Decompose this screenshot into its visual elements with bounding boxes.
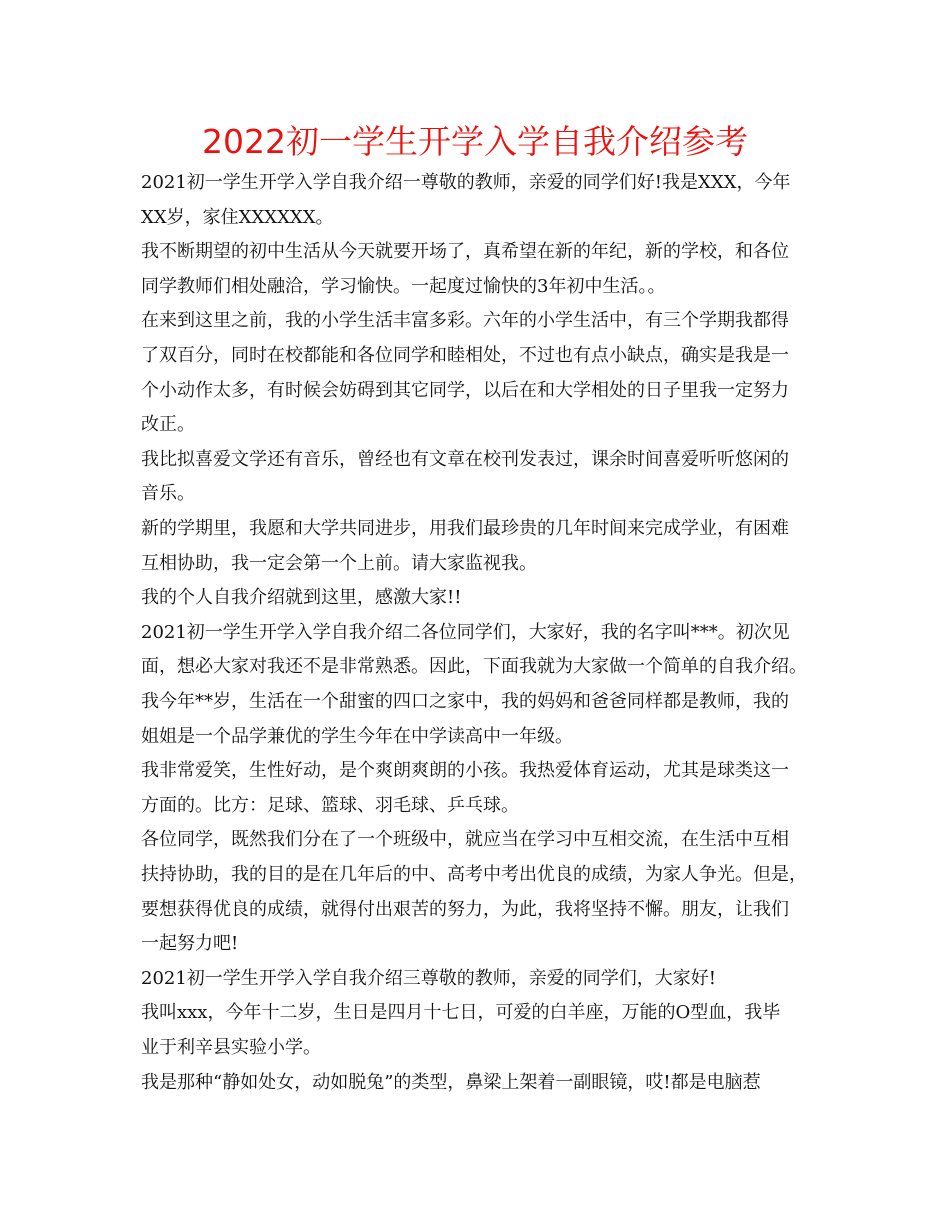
text-line: 音乐。 (141, 483, 195, 505)
text-line: 同学教师们相处融洽，学习愉快。一起度过愉快的3年初中生活。。 (141, 275, 666, 297)
text-line: 扶持协助，我的目的是在几年后的中、高考中考出优良的成绩，为家人争光。但是， (141, 864, 807, 885)
text-line: 改正。 (141, 414, 195, 436)
text-line: 我的个人自我介绍就到这里，感激大家!! (141, 587, 462, 609)
text-line: 要想获得优良的成绩，就得付出艰苦的努力，为此，我将坚持不懈。朋友，让我们 (141, 898, 789, 920)
text-line: 在来到这里之前，我的小学生活丰富多彩。六年的小学生活中，有三个学期我都得 (141, 310, 789, 332)
text-line: 面，想必大家对我还不是非常熟悉。因此，下面我就为大家做一个简单的自我介绍。 (141, 656, 807, 678)
text-line: 我不断期望的初中生活从今天就要开场了，真希望在新的年纪，新的学校，和各位 (141, 241, 789, 263)
text-line: 2021初一学生开学入学自我介绍一尊敬的教师，亲爱的同学们好!我是XXX，今年 (141, 172, 791, 193)
text-line: 一起努力吧! (141, 933, 239, 955)
text-line: 各位同学，既然我们分在了一个班级中，就应当在学习中互相交流，在生活中互相 (141, 829, 789, 851)
text-line: 新的学期里，我愿和大学共同进步，用我们最珍贵的几年时间来完成学业，有困难 (141, 518, 789, 539)
text-line: 互相协助，我一定会第一个上前。请大家监视我。 (141, 552, 537, 574)
document-title: 2022初一学生开学入学自我介绍参考 (202, 122, 748, 161)
text-line: 我比拟喜爱文学还有音乐，曾经也有文章在校刊发表过，课余时间喜爱听听悠闲的 (141, 448, 789, 470)
text-line: 我今年**岁，生活在一个甜蜜的四口之家中，我的妈妈和爸爸同样都是教师，我的 (141, 691, 789, 712)
text-line: 2021初一学生开学入学自我介绍二各位同学们，大家好，我的名字叫***。初次见 (141, 621, 790, 643)
text-line: 个小动作太多，有时候会妨碍到其它同学，以后在和大学相处的日子里我一定努力 (141, 379, 789, 401)
text-line: 我非常爱笑，生性好动，是个爽朗爽朗的小孩。我热爱体育运动，尤其是球类这一 (141, 760, 789, 782)
text-line: 业于利辛县实验小学。 (141, 1037, 321, 1058)
text-line: 我是那种“静如处女，动如脱兔”的类型，鼻梁上架着一副眼镜，哎!都是电脑惹 (141, 1071, 761, 1093)
text-line: 我叫xxx，今年十二岁，生日是四月十七日，可爱的白羊座，万能的O型血，我毕 (141, 1002, 781, 1024)
text-line: 了双百分，同时在校都能和各位同学和睦相处，不过也有点小缺点，确实是我是一 (141, 345, 789, 366)
text-line: 方面的。比方：足球、篮球、羽毛球、乒乓球。 (141, 794, 519, 816)
text-line: 2021初一学生开学入学自我介绍三尊敬的教师，亲爱的同学们，大家好! (141, 967, 717, 989)
text-line: XX岁，家住XXXXXX。 (141, 206, 334, 228)
text-line: 姐姐是一个品学兼优的学生今年在中学读高中一年级。 (141, 725, 573, 747)
